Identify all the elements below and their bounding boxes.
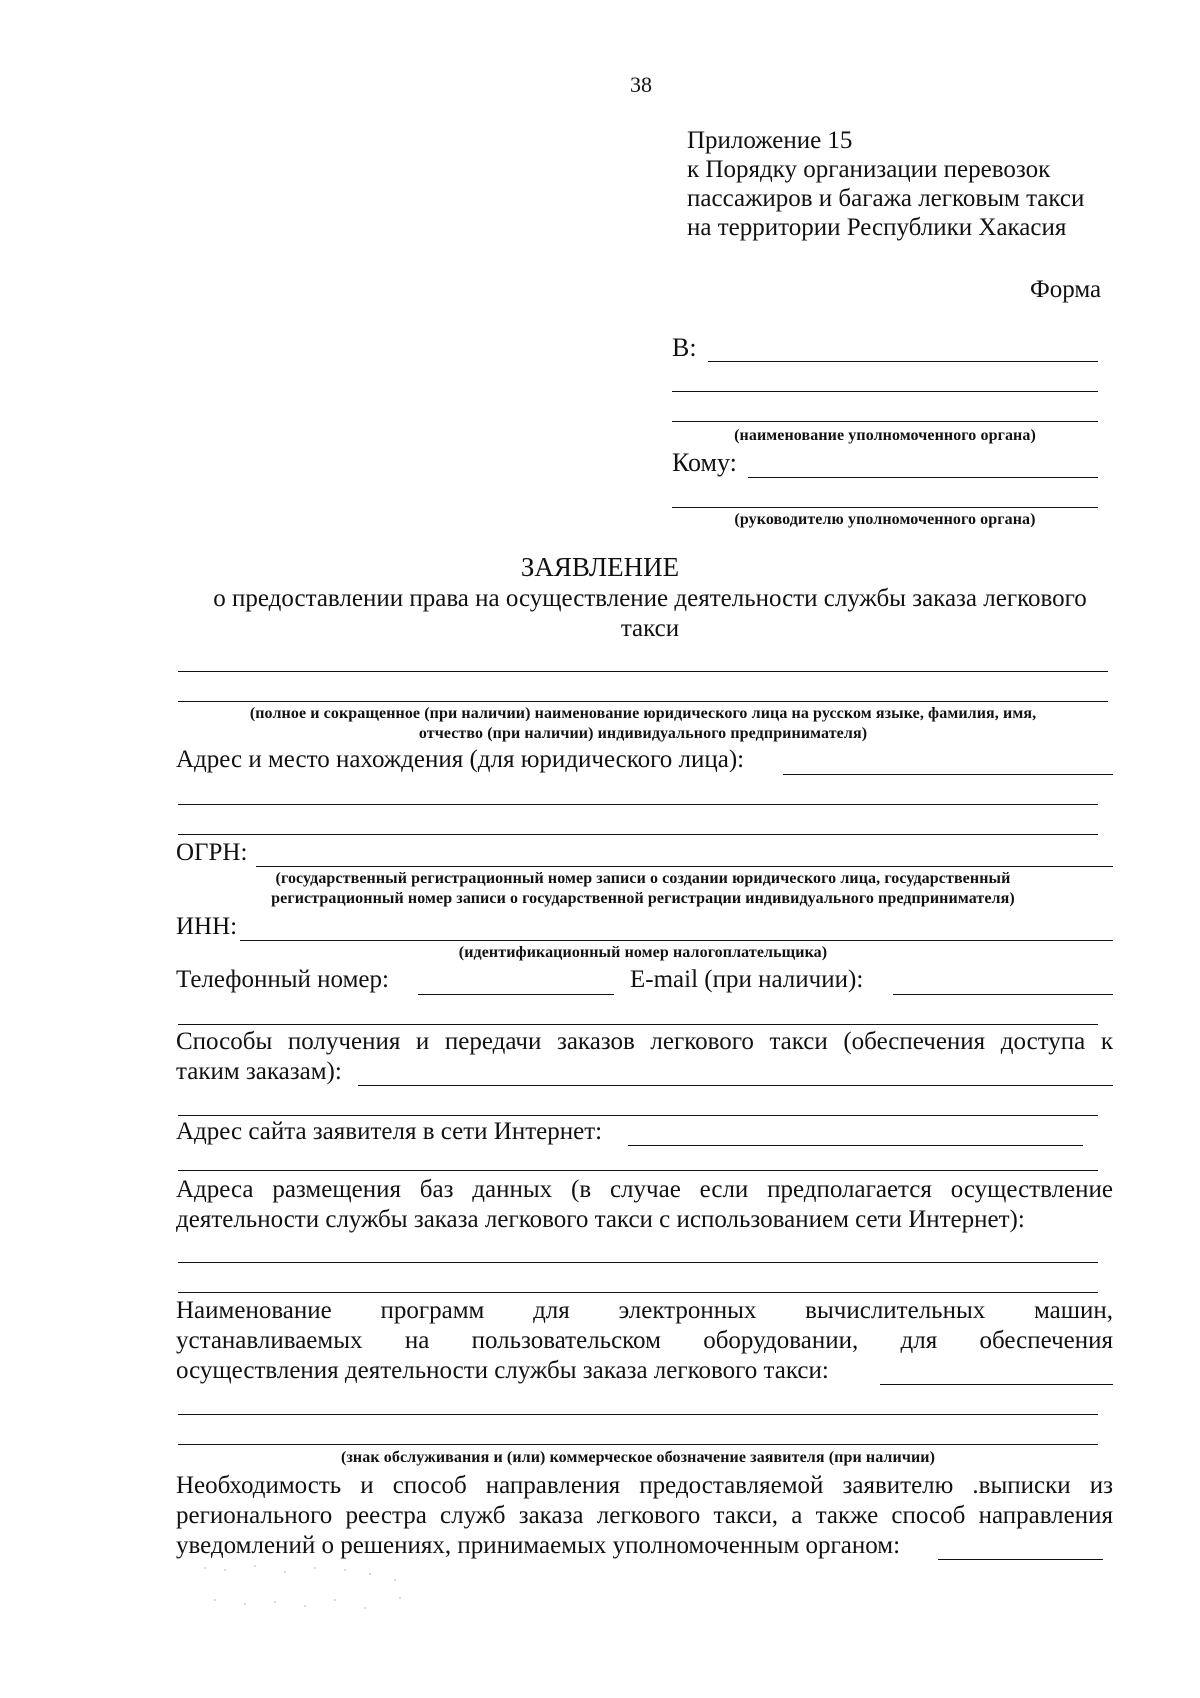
- need-line-1: Необходимость и способ направления предоставляемой заявителю .выписки из: [176, 1472, 1113, 1499]
- scan-artifact: [195, 1560, 415, 1620]
- db-line-2: деятельности службы заказа легкового такси с использованием сети Интернет):: [176, 1206, 1025, 1233]
- name-caption-line-2: отчество (при наличии) индивидуального предпринимателя): [418, 725, 868, 742]
- subtitle-line-2: такси: [620, 615, 680, 642]
- appendix-line-2: пассажиров и багажа легковым такси: [687, 185, 1085, 212]
- db-field-line-1[interactable]: [178, 1262, 1098, 1263]
- whom-caption: (руководителю уполномоченного органа): [734, 511, 1036, 528]
- ogrn-field-line[interactable]: [256, 866, 1113, 867]
- db-line-1: Адреса размещения баз данных (в случае если предполагается осуществление: [176, 1176, 1113, 1203]
- programs-field-line-2[interactable]: [178, 1414, 1098, 1415]
- programs-line-2: устанавливаемых на пользовательском оборудовании, для обеспечения: [176, 1327, 1113, 1354]
- to-label: В:: [672, 333, 697, 362]
- contact-extra-line[interactable]: [178, 1024, 1098, 1025]
- website-field-line[interactable]: [628, 1145, 1083, 1146]
- methods-line-1: Способы получения и передачи заказов легкового такси (обеспечения доступа к: [176, 1028, 1113, 1055]
- ogrn-label: ОГРН:: [176, 839, 248, 866]
- appendix-block: [687, 126, 1084, 242]
- page-number: 38: [630, 72, 652, 97]
- whom-label: Кому:: [672, 448, 737, 477]
- email-label: E-mail (при наличии):: [630, 966, 864, 993]
- appendix-line-1: к Порядку организации перевозок: [687, 156, 1051, 183]
- document-title: ЗАЯВЛЕНИЕ: [520, 552, 680, 582]
- to-field-line-1[interactable]: [708, 361, 1098, 362]
- to-caption: (наименование уполномоченного органа): [734, 427, 1036, 444]
- name-caption-line-1: (полное и сокращенное (при наличии) наименование юридического лица на русском языке, фамилия, имя,: [249, 705, 1037, 722]
- address-field-line-3[interactable]: [178, 834, 1098, 835]
- ogrn-caption-line-1: (государственный регистрационный номер записи о создании юридического лица, государственный: [275, 870, 1011, 887]
- email-field-line[interactable]: [893, 994, 1113, 995]
- subtitle-line-1: о предоставлении права на осуществление деятельности службы заказа легкового: [213, 585, 1087, 612]
- form-label: Форма: [1030, 276, 1102, 303]
- applicant-name-line-1[interactable]: [178, 671, 1108, 672]
- applicant-name-line-2[interactable]: [178, 701, 1108, 702]
- whom-field-line-2[interactable]: [672, 507, 1098, 508]
- inn-field-line[interactable]: [240, 940, 1113, 941]
- applicant-name-caption: [178, 704, 1108, 744]
- need-field-line[interactable]: [938, 1559, 1103, 1560]
- db-field-line-2[interactable]: [178, 1292, 1098, 1293]
- brand-caption: (знак обслуживания и (или) коммерческое обозначение заявителя (при наличии): [340, 1449, 936, 1466]
- programs-line-3: осуществления деятельности службы заказа легкового такси:: [176, 1357, 829, 1384]
- phone-label: Телефонный номер:: [176, 966, 389, 993]
- phone-field-line[interactable]: [418, 994, 614, 995]
- address-label: Адрес и место нахождения (для юридического лица):: [176, 746, 745, 773]
- methods-line-2: таким заказам):: [176, 1058, 342, 1085]
- inn-label: ИНН:: [176, 913, 238, 940]
- methods-field-line-2[interactable]: [178, 1115, 1098, 1116]
- ogrn-caption-line-2: регистрационный номер записи о государственной регистрации индивидуального предпринимателя): [271, 890, 1015, 907]
- appendix-title: Приложение 15: [687, 127, 853, 154]
- programs-field-line-3[interactable]: [178, 1444, 1098, 1445]
- website-extra-line[interactable]: [178, 1170, 1098, 1171]
- methods-field-line-1[interactable]: [358, 1085, 1113, 1086]
- need-line-2: регионального реестра служб заказа легкового такси, а также способ направления: [176, 1502, 1113, 1529]
- appendix-line-3: на территории Республики Хакасия: [687, 214, 1067, 241]
- website-label: Адрес сайта заявителя в сети Интернет:: [176, 1118, 603, 1145]
- document-subtitle: [170, 584, 1130, 644]
- address-field-line-1[interactable]: [783, 774, 1113, 775]
- address-field-line-2[interactable]: [178, 804, 1098, 805]
- programs-field-line-1[interactable]: [880, 1384, 1113, 1385]
- to-field-line-2[interactable]: [672, 391, 1098, 392]
- whom-field-line-1[interactable]: [748, 477, 1098, 478]
- to-field-line-3[interactable]: [672, 421, 1098, 422]
- programs-line-1: Наименование программ для электронных вычислительных машин,: [176, 1297, 1113, 1324]
- inn-caption: (идентификационный номер налогоплательщика): [458, 944, 828, 961]
- need-line-3: уведомлений о решениях, принимаемых уполномоченным органом:: [176, 1532, 901, 1559]
- ogrn-caption: [178, 869, 1108, 909]
